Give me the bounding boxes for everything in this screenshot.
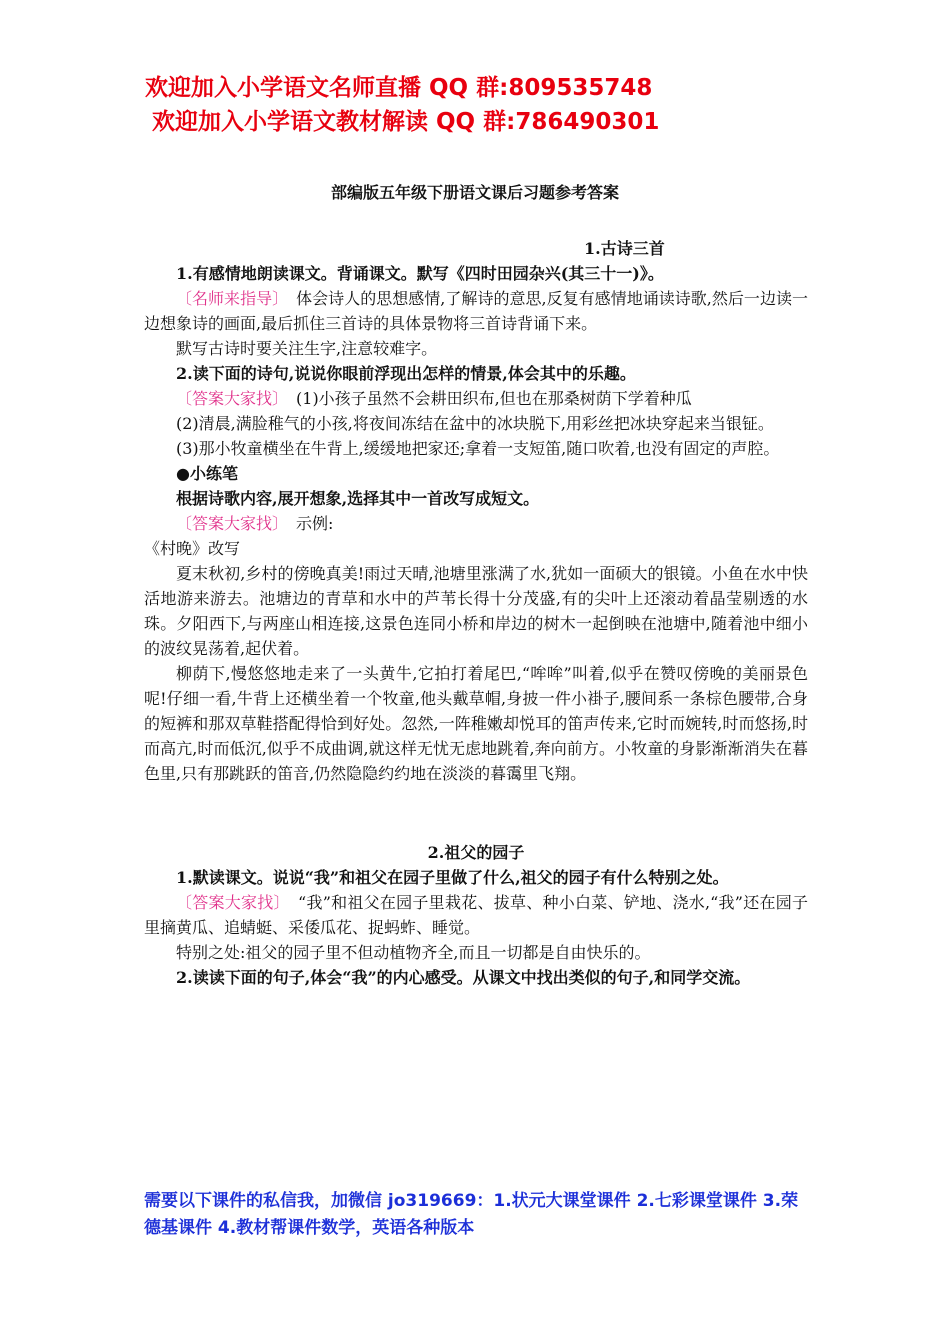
guide-text: 体会诗人的思想感情,了解诗的意思,反复有感情地诵读诗歌,然后一边读一边想象诗的画面,最后抓住三首诗的具体景物将三首诗背诵下来。 xyxy=(144,289,808,333)
lesson1-answer-3: (3)那小牧童横坐在牛背上,缓缓地把家还;拿着一支短笛,随口吹着,也没有固定的声腔。 xyxy=(176,439,780,458)
lesson2-answer-2: 特别之处:祖父的园子里不但动植物齐全,而且一切都是自由快乐的。 xyxy=(176,943,651,962)
lesson1-question-2: 2.读下面的诗句,说说你眼前浮现出怎样的情景,体会其中的乐趣。 xyxy=(176,364,636,383)
lesson1-note: 默写古诗时要关注生字,注意较难字。 xyxy=(176,339,438,358)
document-body xyxy=(144,236,808,990)
lesson1-guide-paragraph xyxy=(144,286,808,336)
answer-tag: 〔答案大家找〕 xyxy=(176,514,281,533)
lesson1-answer-1 xyxy=(144,386,808,411)
answer-text: “我”和祖父在园子里栽花、拔草、种小白菜、铲地、浇水,“我”还在园子里摘黄瓜、追蜻蜓、采倭瓜花、捉蚂蚱、睡觉。 xyxy=(144,893,808,937)
answer-tag: 〔答案大家找〕 xyxy=(176,893,282,912)
practice-prompt: 根据诗歌内容,展开想象,选择其中一首改写成短文。 xyxy=(176,489,540,508)
lesson1-question-1: 1.有感情地朗读课文。背诵课文。默写《四时田园杂兴(其三十一)》。 xyxy=(176,264,664,283)
essay-paragraph-1: 夏末秋初,乡村的傍晚真美!雨过天晴,池塘里涨满了水,犹如一面硕大的银镜。小鱼在水中快活地游来游去。池塘边的青草和水中的芦苇长得十分茂盛,有的尖叶上还滚动着晶莹剔透的水珠。夕阳西下,与两座山相连接,这景色连同小桥和岸边的树木一起倒映在池塘中,随着池中细小的波纹晃荡着,起伏着。 xyxy=(144,564,808,658)
qq-group-banner-2: 欢迎加入小学语文教材解读 QQ 群:786490301 xyxy=(152,109,660,135)
courseware-promo: 需要以下课件的私信我，加微信 jo319669：1.状元大课堂课件 2.七彩课堂课件 3.荣德基课件 4.教材帮课件数学，英语各种版本 xyxy=(144,1191,799,1238)
practice-example xyxy=(144,511,808,536)
guide-tag: 〔名师来指导〕 xyxy=(176,289,281,308)
document-title: 部编版五年级下册语文课后习题参考答案 xyxy=(330,183,619,202)
lesson2-question-1: 1.默读课文。说说“我”和祖父在园子里做了什么,祖父的园子有什么特别之处。 xyxy=(176,868,729,887)
lesson2-answer-1 xyxy=(144,890,808,940)
example-label: 示例: xyxy=(280,514,334,533)
answer-text: (1)小孩子虽然不会耕田织布,但也在那桑树荫下学着种瓜 xyxy=(280,389,692,408)
essay-title: 《村晚》改写 xyxy=(144,539,241,558)
lesson1-answer-2: (2)清晨,满脸稚气的小孩,将夜间冻结在盆中的冰块脱下,用彩丝把冰块穿起来当银钲。 xyxy=(176,414,774,433)
lesson2-heading: 2.祖父的园子 xyxy=(427,843,525,862)
lesson1-heading: 1.古诗三首 xyxy=(584,239,665,258)
essay-paragraph-2: 柳荫下,慢悠悠地走来了一头黄牛,它拍打着尾巴,“哞哞”叫着,似乎在赞叹傍晚的美丽景色呢!仔细一看,牛背上还横坐着一个牧童,他头戴草帽,身披一件小褂子,腰间系一条棕色腰带,合身的短裤和那双草鞋搭配得恰到好处。忽然,一阵稚嫩却悦耳的笛声传来,它时而婉转,时而悠扬,时而高亢,时而低沉,似乎不成曲调,就这样无忧无虑地跳着,奔向前方。小牧童的身影渐渐消失在暮色里,只有那跳跃的笛音,仍然隐隐约约地在淡淡的暮霭里飞翔。 xyxy=(144,664,808,783)
qq-group-banner-1: 欢迎加入小学语文名师直播 QQ 群:809535748 xyxy=(145,75,653,101)
lesson2-question-2: 2.读读下面的句子,体会“我”的内心感受。从课文中找出类似的句子,和同学交流。 xyxy=(176,968,751,987)
practice-heading: ●小练笔 xyxy=(176,464,238,483)
answer-tag: 〔答案大家找〕 xyxy=(176,389,281,408)
